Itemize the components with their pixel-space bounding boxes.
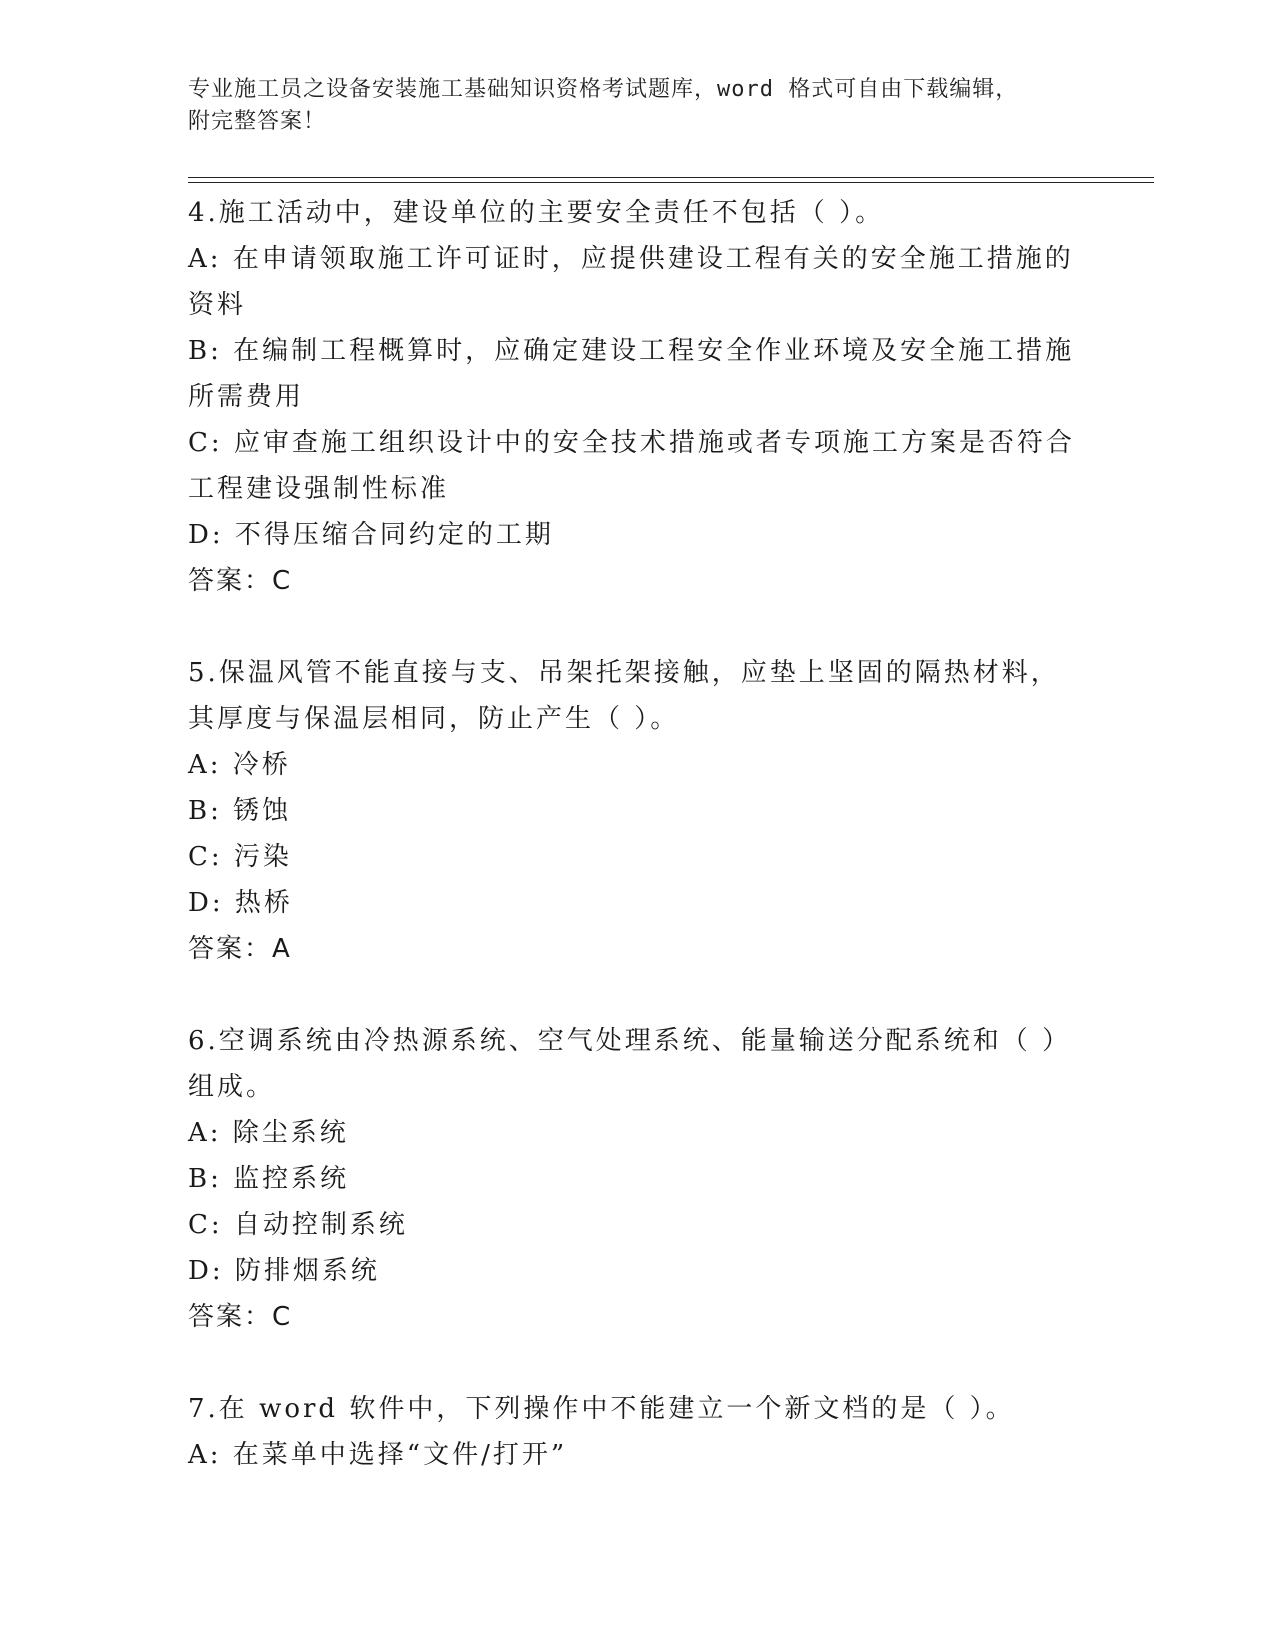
option-d: D: 防排烟系统 xyxy=(188,1256,380,1286)
option-a: A: 冷桥 xyxy=(188,750,291,780)
question-block xyxy=(188,1018,1088,1340)
question-stem: 4.施工活动中，建设单位的主要安全责任不包括（ ）。 xyxy=(188,198,885,228)
option-a: A: 除尘系统 xyxy=(188,1118,349,1148)
header-divider-bottom xyxy=(188,182,1154,183)
question-stem: 5.保温风管不能直接与支、吊架托架接触，应垫上坚固的隔热材料， xyxy=(188,658,1060,688)
header-line-2: 附完整答案！ xyxy=(188,109,327,134)
option-b: B: 锈蚀 xyxy=(188,796,292,826)
question-block xyxy=(188,1386,1088,1478)
option-c: C: 应审查施工组织设计中的安全技术措施或者专项施工方案是否符合 xyxy=(188,428,1075,458)
spacer xyxy=(188,972,1088,1018)
question-stem-continued: 组成。 xyxy=(188,1072,276,1102)
document-header xyxy=(188,74,1088,138)
option-b: B: 监控系统 xyxy=(188,1164,350,1194)
spacer xyxy=(188,604,1088,650)
question-stem: 6.空调系统由冷热源系统、空气处理系统、能量输送分配系统和（ ） xyxy=(188,1026,1072,1056)
option-d: D: 不得压缩合同约定的工期 xyxy=(188,520,554,550)
question-block xyxy=(188,650,1088,972)
header-divider-top xyxy=(188,177,1154,178)
answer-text: 答案：A xyxy=(188,934,292,964)
question-list xyxy=(188,190,1088,1478)
option-b-continued: 所需费用 xyxy=(188,382,305,412)
option-d: D: 热桥 xyxy=(188,888,293,918)
option-c: C: 污染 xyxy=(188,842,292,872)
option-a-continued: 资料 xyxy=(188,290,247,320)
option-c-continued: 工程建设强制性标准 xyxy=(188,474,450,504)
option-b: B: 在编制工程概算时，应确定建设工程安全作业环境及安全施工措施 xyxy=(188,336,1075,366)
question-block xyxy=(188,190,1088,604)
header-line-1: 专业施工员之设备安装施工基础知识资格考试题库，word 格式可自由下载编辑， xyxy=(188,77,1019,102)
option-a: A: 在申请领取施工许可证时，应提供建设工程有关的安全施工措施的 xyxy=(188,244,1074,274)
question-stem-continued: 其厚度与保温层相同，防止产生（ ）。 xyxy=(188,704,680,734)
question-stem: 7.在 word 软件中，下列操作中不能建立一个新文档的是（ ）。 xyxy=(188,1394,1015,1424)
spacer xyxy=(188,1340,1088,1386)
answer-text: 答案：C xyxy=(188,566,293,596)
option-a: A: 在菜单中选择“文件/打开” xyxy=(188,1440,568,1470)
answer-text: 答案：C xyxy=(188,1302,293,1332)
option-c: C: 自动控制系统 xyxy=(188,1210,408,1240)
